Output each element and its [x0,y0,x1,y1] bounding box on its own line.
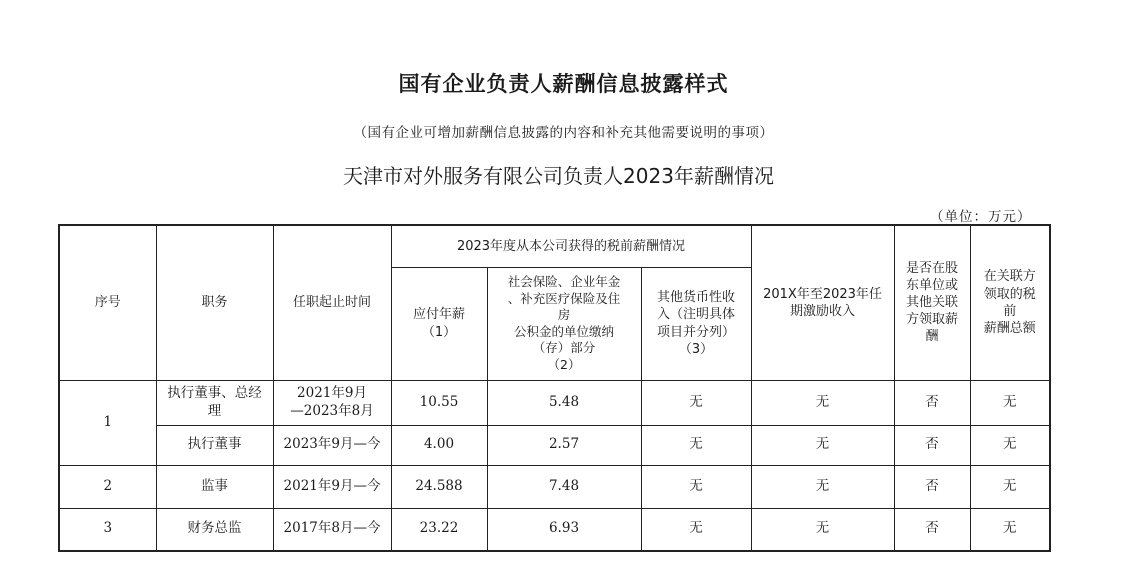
cell-term: 2021年9月—今 [273,465,391,508]
cell-salary: 10.55 [391,380,487,425]
cell-other: 无 [641,508,751,551]
cell-seq: 1 [59,380,156,465]
cell-position: 财务总监 [156,508,273,551]
company-heading: 天津市对外服务有限公司负责人2023年薪酬情况 [343,164,774,188]
document-subtitle: （国有企业可增加薪酬信息披露的内容和补充其他需要说明的事项） [353,125,774,141]
compensation-table [58,224,1051,552]
cell-other: 无 [641,380,751,425]
cell-term: 2017年8月—今 [273,508,391,551]
table-row [59,425,1050,465]
cell-related: 无 [970,425,1050,465]
cell-social: 7.48 [487,465,641,508]
document-title: 国有企业负责人薪酬信息披露样式 [398,72,729,96]
cell-social: 6.93 [487,508,641,551]
table-row [59,380,1050,425]
header-social: 社会保险、企业年金 、补充医疗保险及住 房 公积金的单位缴纳 （存）部分 （2） [487,267,641,380]
cell-incentive: 无 [751,508,894,551]
cell-term: 2021年9月 —2023年8月 [273,380,391,425]
cell-related: 无 [970,508,1050,551]
unit-note: （单位：万元） [930,209,1032,225]
header-position: 职务 [156,225,273,380]
cell-seq: 3 [59,508,156,551]
header-salary: 应付年薪 （1） [391,267,487,380]
cell-other: 无 [641,425,751,465]
cell-incentive: 无 [751,425,894,465]
cell-related: 无 [970,465,1050,508]
cell-salary: 24.588 [391,465,487,508]
cell-shareholder: 否 [894,380,970,425]
cell-seq: 2 [59,465,156,508]
header-incentive: 201X年至2023年任 期激励收入 [751,225,894,380]
cell-salary: 4.00 [391,425,487,465]
cell-shareholder: 否 [894,508,970,551]
cell-incentive: 无 [751,380,894,425]
cell-position: 执行董事 [156,425,273,465]
header-shareholder: 是否在股 东单位或 其他关联 方领取薪 酬 [894,225,970,380]
cell-term: 2023年9月—今 [273,425,391,465]
header-other: 其他货币性收 入（注明具体 项目并分列） （3） [641,267,751,380]
cell-salary: 23.22 [391,508,487,551]
header-seq: 序号 [59,225,156,380]
header-group: 2023年度从本公司获得的税前薪酬情况 [391,225,751,267]
cell-social: 5.48 [487,380,641,425]
cell-social: 2.57 [487,425,641,465]
cell-related: 无 [970,380,1050,425]
table-row [59,508,1050,551]
header-term: 任职起止时间 [273,225,391,380]
cell-incentive: 无 [751,465,894,508]
cell-position: 监事 [156,465,273,508]
cell-shareholder: 否 [894,425,970,465]
cell-shareholder: 否 [894,465,970,508]
cell-position: 执行董事、总经 理 [156,380,273,425]
header-related: 在关联方 领取的税 前 薪酬总额 [970,225,1050,380]
table-row [59,465,1050,508]
cell-other: 无 [641,465,751,508]
